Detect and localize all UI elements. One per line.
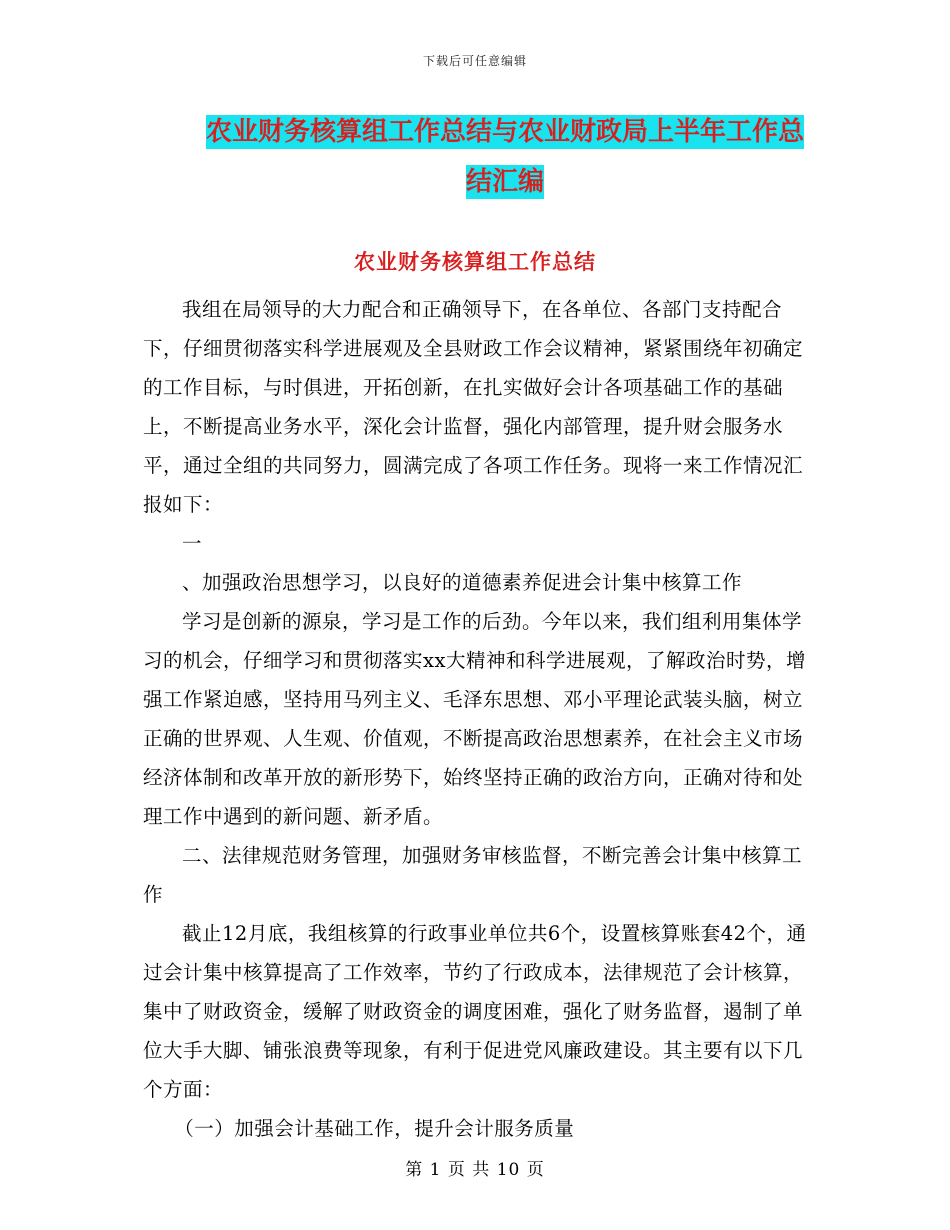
paragraph-study: 学习是创新的源泉，学习是工作的后劲。今年以来，我们组利用集体学习的机会，仔细学习和贯彻落实xx大精神和科学进展观，了解政治时势，增强工作紧迫感，坚持用马列主义、毛泽东思想、邓小平理论武装头脑，树立正确的世界观、人生观、价值观，不断提高政治思想素养，在社会主义市场经济体制和改革开放的新形势下，始终坚持正确的政治方向，正确对待和处理工作中遇到的新问题、新矛盾。 [143, 610, 806, 828]
document-title-line2: 结汇编 [465, 167, 544, 197]
paragraph-heading-number: 一 [182, 532, 203, 555]
paragraph-heading-two: 二、法律规范财务管理，加强财务审核监督，不断完善会计集中核算工作 [143, 844, 803, 906]
page-footer: 第 1 页 共 10 页 [405, 1160, 545, 1180]
section-title: 农业财务核算组工作总结 [354, 250, 596, 274]
document-body [143, 290, 813, 1148]
document-title-line1: 农业财务核算组工作总结与农业财政局上半年工作总 [205, 117, 804, 147]
paragraph-accounting: 截止12月底，我组核算的行政事业单位共6个，设置核算账套42个，通过会计集中核算提高了工作效率，节约了行政成本，法律规范了会计核算，集中了财政资金，缓解了财政资金的调度困难，强化了财务监督，遏制了单位大手大脚、铺张浪费等现象，有利于促进党风廉政建设。其主要有以下几个方面： [143, 922, 807, 1101]
paragraph-heading-one: 、加强政治思想学习，以良好的道德素养促进会计集中核算工作 [182, 571, 743, 594]
paragraph-intro: 我组在局领导的大力配合和正确领导下，在各单位、各部门支持配合下，仔细贯彻落实科学进展观及全县财政工作会议精神，紧紧围绕年初确定的工作目标，与时俱进，开拓创新，在扎实做好会计各项基础工作的基础上，不断提高业务水平，深化会计监督，强化内部管理，提升财会服务水平，通过全组的共同努力，圆满完成了各项工作任务。现将一来工作情况汇报如下： [143, 298, 804, 516]
paragraph-subheading: （一）加强会计基础工作，提升会计服务质量 [174, 1117, 575, 1140]
document-title [185, 107, 825, 207]
header-note: 下载后可任意编辑 [422, 54, 527, 68]
